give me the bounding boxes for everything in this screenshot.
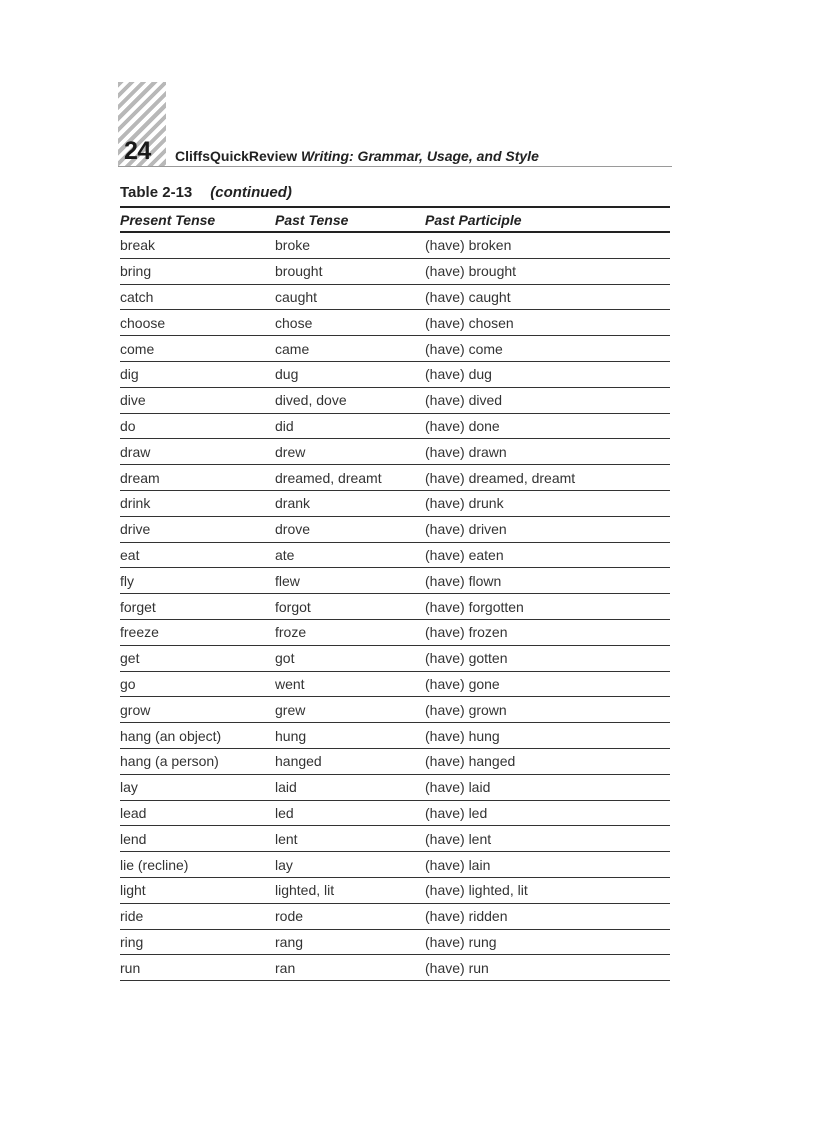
table-row [120, 361, 670, 387]
past-participle-cell: (have) caught [425, 284, 670, 310]
running-head [175, 149, 539, 163]
present-tense-cell: lay [120, 774, 275, 800]
past-participle-cell: (have) brought [425, 258, 670, 284]
present-tense-cell: forget [120, 594, 275, 620]
past-tense-cell: lighted, lit [275, 877, 425, 903]
table-row [120, 748, 670, 774]
past-participle-cell: (have) drawn [425, 439, 670, 465]
present-tense-cell: bring [120, 258, 275, 284]
table-row [120, 542, 670, 568]
past-tense-cell: came [275, 336, 425, 362]
past-participle-cell: (have) eaten [425, 542, 670, 568]
past-tense-cell: rang [275, 929, 425, 955]
present-tense-cell: freeze [120, 619, 275, 645]
table-row [120, 826, 670, 852]
past-tense-cell: lay [275, 852, 425, 878]
present-tense-cell: go [120, 671, 275, 697]
present-tense-cell: hang (a person) [120, 748, 275, 774]
table-body [120, 232, 670, 981]
present-tense-cell: dig [120, 361, 275, 387]
past-participle-cell: (have) drunk [425, 490, 670, 516]
present-tense-cell: fly [120, 568, 275, 594]
table-row [120, 387, 670, 413]
past-tense-cell: ran [275, 955, 425, 981]
table-row [120, 955, 670, 981]
past-participle-cell: (have) forgotten [425, 594, 670, 620]
table-row [120, 723, 670, 749]
past-tense-cell: drove [275, 516, 425, 542]
present-tense-cell: dive [120, 387, 275, 413]
table-row [120, 568, 670, 594]
header-rule [118, 166, 672, 167]
present-tense-cell: hang (an object) [120, 723, 275, 749]
past-participle-cell: (have) grown [425, 697, 670, 723]
past-participle-cell: (have) lent [425, 826, 670, 852]
past-participle-cell: (have) gone [425, 671, 670, 697]
present-tense-cell: come [120, 336, 275, 362]
table-row [120, 258, 670, 284]
past-tense-cell: hanged [275, 748, 425, 774]
present-tense-cell: draw [120, 439, 275, 465]
table-row [120, 671, 670, 697]
present-tense-cell: get [120, 645, 275, 671]
past-participle-cell: (have) chosen [425, 310, 670, 336]
table-row [120, 310, 670, 336]
past-tense-cell: dug [275, 361, 425, 387]
past-participle-cell: (have) run [425, 955, 670, 981]
present-tense-cell: lead [120, 800, 275, 826]
past-participle-cell: (have) lighted, lit [425, 877, 670, 903]
page-number: 24 [124, 137, 151, 165]
past-tense-cell: hung [275, 723, 425, 749]
table-row [120, 877, 670, 903]
table-row [120, 490, 670, 516]
table-row [120, 232, 670, 258]
table-caption [120, 185, 292, 200]
past-participle-cell: (have) frozen [425, 619, 670, 645]
past-tense-cell: caught [275, 284, 425, 310]
past-participle-cell: (have) gotten [425, 645, 670, 671]
table-row [120, 774, 670, 800]
column-header-past-participle: Past Participle [425, 207, 670, 232]
past-participle-cell: (have) led [425, 800, 670, 826]
table-row [120, 516, 670, 542]
past-tense-cell: forgot [275, 594, 425, 620]
past-participle-cell: (have) hanged [425, 748, 670, 774]
present-tense-cell: lend [120, 826, 275, 852]
present-tense-cell: drive [120, 516, 275, 542]
present-tense-cell: lie (recline) [120, 852, 275, 878]
past-participle-cell: (have) rung [425, 929, 670, 955]
past-tense-cell: dreamed, dreamt [275, 465, 425, 491]
book-title: Writing: Grammar, Usage, and Style [301, 148, 539, 164]
present-tense-cell: run [120, 955, 275, 981]
past-participle-cell: (have) hung [425, 723, 670, 749]
table-row [120, 284, 670, 310]
past-tense-cell: ate [275, 542, 425, 568]
present-tense-cell: ring [120, 929, 275, 955]
table-header-row [120, 207, 670, 232]
past-tense-cell: chose [275, 310, 425, 336]
past-tense-cell: led [275, 800, 425, 826]
past-tense-cell: broke [275, 232, 425, 258]
table-row [120, 645, 670, 671]
table-row [120, 903, 670, 929]
past-participle-cell: (have) dreamed, dreamt [425, 465, 670, 491]
past-participle-cell: (have) flown [425, 568, 670, 594]
past-tense-cell: froze [275, 619, 425, 645]
past-tense-cell: rode [275, 903, 425, 929]
present-tense-cell: ride [120, 903, 275, 929]
column-header-present-tense: Present Tense [120, 207, 275, 232]
table-row [120, 852, 670, 878]
present-tense-cell: catch [120, 284, 275, 310]
present-tense-cell: do [120, 413, 275, 439]
past-tense-cell: went [275, 671, 425, 697]
past-tense-cell: grew [275, 697, 425, 723]
present-tense-cell: break [120, 232, 275, 258]
past-participle-cell: (have) done [425, 413, 670, 439]
past-tense-cell: got [275, 645, 425, 671]
past-participle-cell: (have) broken [425, 232, 670, 258]
present-tense-cell: choose [120, 310, 275, 336]
past-tense-cell: drew [275, 439, 425, 465]
past-tense-cell: lent [275, 826, 425, 852]
present-tense-cell: light [120, 877, 275, 903]
past-tense-cell: did [275, 413, 425, 439]
present-tense-cell: grow [120, 697, 275, 723]
table-row [120, 465, 670, 491]
table-row [120, 439, 670, 465]
past-tense-cell: dived, dove [275, 387, 425, 413]
table-row [120, 800, 670, 826]
series-name: CliffsQuickReview [175, 148, 298, 164]
table-row [120, 929, 670, 955]
verb-table [120, 206, 670, 981]
past-participle-cell: (have) dug [425, 361, 670, 387]
past-tense-cell: flew [275, 568, 425, 594]
column-header-past-tense: Past Tense [275, 207, 425, 232]
present-tense-cell: dream [120, 465, 275, 491]
past-participle-cell: (have) laid [425, 774, 670, 800]
table-row [120, 619, 670, 645]
present-tense-cell: drink [120, 490, 275, 516]
table-caption-note: (continued) [210, 184, 292, 201]
past-participle-cell: (have) lain [425, 852, 670, 878]
past-participle-cell: (have) come [425, 336, 670, 362]
past-participle-cell: (have) driven [425, 516, 670, 542]
past-tense-cell: brought [275, 258, 425, 284]
table-row [120, 594, 670, 620]
table-row [120, 413, 670, 439]
table-row [120, 336, 670, 362]
past-participle-cell: (have) ridden [425, 903, 670, 929]
table-row [120, 697, 670, 723]
past-tense-cell: laid [275, 774, 425, 800]
past-tense-cell: drank [275, 490, 425, 516]
past-participle-cell: (have) dived [425, 387, 670, 413]
table-caption-label: Table 2-13 [120, 184, 193, 201]
present-tense-cell: eat [120, 542, 275, 568]
